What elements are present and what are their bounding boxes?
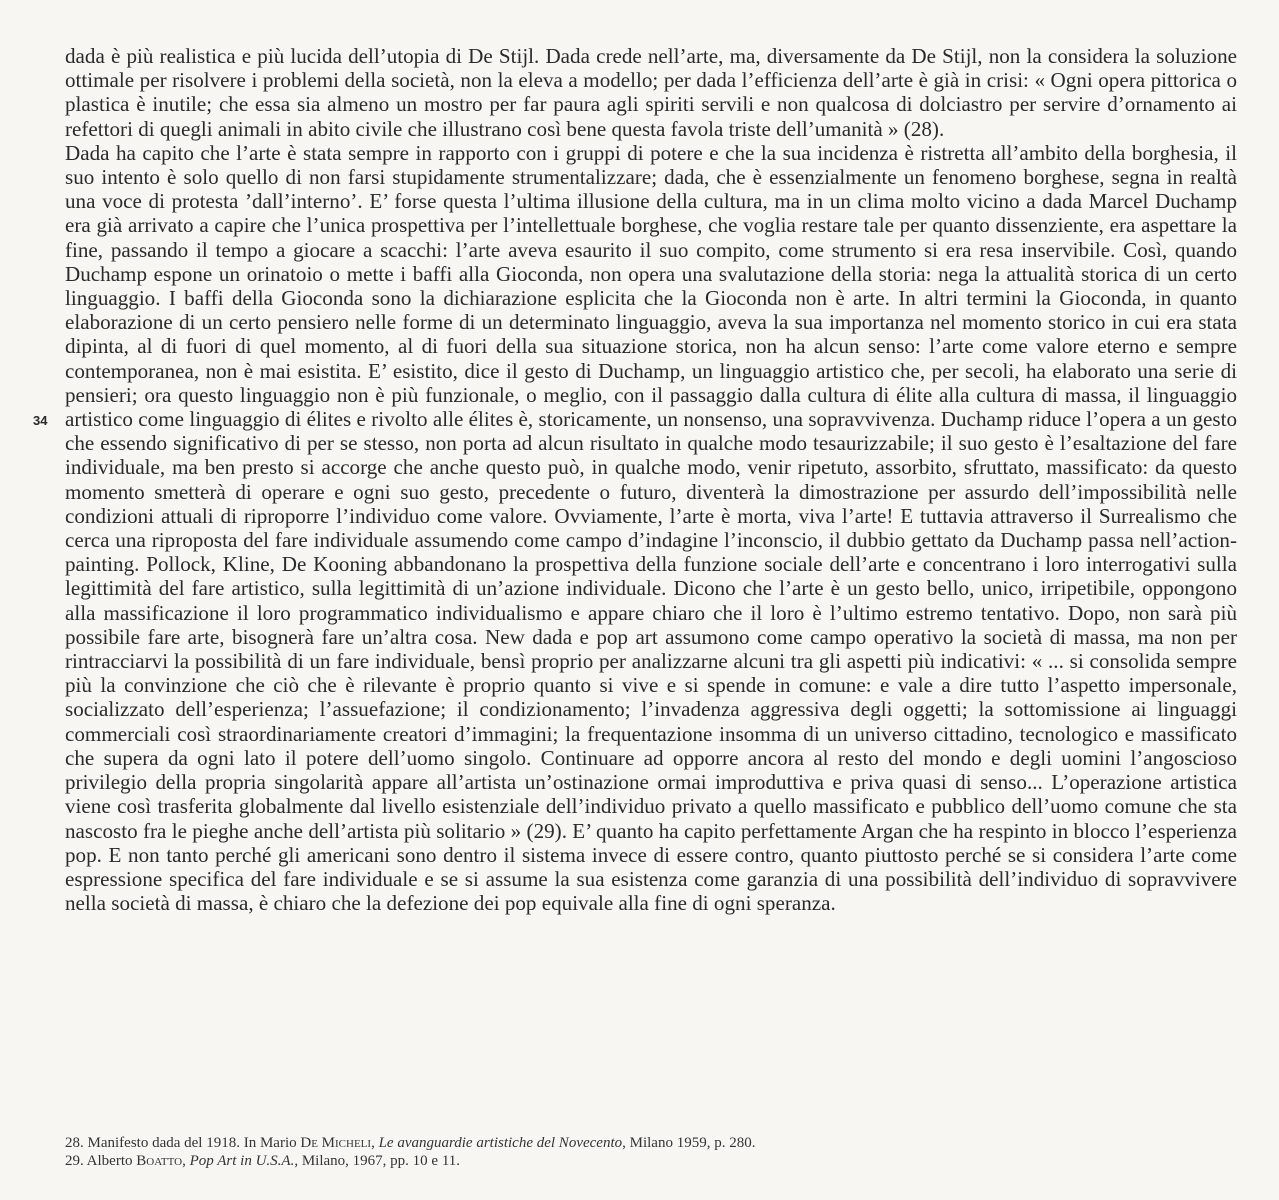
footnote-text: , Milano, 1967, pp. 10 e 11. (294, 1153, 461, 1169)
footnote-title: Pop Art in U.S.A. (189, 1153, 295, 1169)
body-text (65, 44, 1237, 915)
footnote-text: , Milano 1959, p. 280. (622, 1135, 756, 1151)
footnote-text: 29. Alberto (65, 1153, 137, 1169)
paragraph: Dada ha capito che l’arte è stata sempre in rapporto con i gruppi di potere e che la sua incidenza è ristretta all’ambito della borghesia, il suo intento è solo quello di non farsi stupidamente strumentalizzare; dada, che è essenzialmente un fenomeno borghese, segna in realtà una voce di protesta ’dall’interno’. E’ forse questa l’ultima illusione della cultura, ma in un clima molto vicino a dada Marcel Duchamp era già arrivato a capire che l’unica prospettiva per l’intellettuale borghese, che voglia restare tale per quanto dissenziente, era aspettare la fine, passando il tempo a giocare a scacchi: l’arte aveva esaurito il suo compito, come strumento si era resa inservibile. Così, quando Duchamp espone un orinatoio o mette i baffi alla Gioconda, non opera una svalutazione della storia: nega la attualità storica di un certo linguaggio. I baffi della Gioconda sono la dichiarazione esplicita che la Gioconda non è arte. In altri termini la Gioconda, in quanto elaborazione di un certo pensiero nelle forme di un determinato linguaggio, aveva la sua importanza nel momento storico in cui era stata dipinta, al di fuori di quel momento, al di fuori della sua situazione storica, non ha alcun senso: l’arte come valore eterno e sempre contemporanea, non è mai esistita. E’ esistito, dice il gesto di Duchamp, un linguaggio artistico che, per secoli, ha elaborato una serie di pensieri; ora questo linguaggio non è più funzionale, o meglio, con il passaggio dalla cultura di élite alla cultura di massa, il linguaggio artistico come linguaggio di élites e rivolto alle élites è, storicamente, un nonsenso, una sopravvivenza. Duchamp riduce l’opera a un gesto che essendo significativo di per se stesso, non porta ad alcun risultato in qualche modo tesaurizzabile; il suo gesto è l’esaltazione del fare individuale, ma ben presto si accorge che anche questo può, in qualche modo, venir ripetuto, assorbito, sfruttato, massificato: da questo momento smetterà di operare e ogni suo gesto, precedente o futuro, diventerà la dimostrazione per assurdo dell’impossibilità nelle condizioni attuali di riproporre l’individuo come valore. Ovviamente, l’arte è morta, viva l’arte! E tuttavia attraverso il Surrealismo che cerca una riproposta del fare individuale assumendo come campo d’indagine l’inconscio, il dubbio gettato da Duchamp passa nell’action-painting. Pollock, Kline, De Kooning abbandonano la prospettiva della funzione sociale dell’arte e concentrano i loro interrogativi sulla legittimità del fare artistico, sulla legittimità di un’azione individuale. Dicono che l’arte è un gesto bello, unico, irripetibile, oppongono alla massificazione il loro programmatico individualismo e appare chiaro che il loro è l’ultimo estremo tentativo. Dopo, non sarà più possibile fare arte, bisognerà fare un’altra cosa. New dada e pop art assumono come campo operativo la società di massa, ma non per rintracciarvi la possibilità di un fare individuale, bensì proprio per analizzarne alcuni tra gli aspetti più indicativi: « ... si consolida sempre più la convinzione che ciò che è rilevante è proprio quanto si vive e si spende in comune: e vale a dire tutto l’aspetto impersonale, socializzato dell’esperienza; l’assuefazione; il condizionamento; l’invadenza aggressiva degli oggetti; la sottomissione ai linguaggi commerciali così straordinariamente creatori d’immagini; la frequentazione insomma di un universo cittadino, tecnologico e massificato che supera da ogni lato il potere dell’uomo singolo. Continuare ad opporre ancora al resto del mondo e degli uomini l’angoscioso privilegio della propria singolarità appare all’artista un’ostinazione ormai improduttiva e priva quasi di senso... L’operazione artistica viene così trasferita globalmente dal livello esistenziale dell’individuo privato a quello massificato e pubblico dell’uomo comune che sta nascosto fra le pieghe anche dell’artista più solitario » (29). E’ quanto ha capito perfettamente Argan che ha respinto in blocco l’esperienza pop. E non tanto perché gli americani sono dentro il sistema invece di essere contro, quanto piuttosto perché se si considera l’arte come espressione specifica del fare individuale e se si assume la sua esistenza come garanzia di una possibilità dell’individuo di sopravvivere nella società di massa, è chiaro che la defezione dei pop equivale alla fine di ogni speranza. (65, 140, 1237, 916)
page-number: 34 (33, 413, 48, 428)
footnote-author: De Micheli (300, 1135, 372, 1151)
footnote-28 (65, 1134, 1237, 1152)
footnote-29 (65, 1152, 1237, 1170)
footnote-separator: , (371, 1135, 379, 1151)
footnotes (65, 1134, 1237, 1170)
footnote-author: Boatto (136, 1153, 183, 1169)
footnote-text: 28. Manifesto dada del 1918. In Mario (65, 1135, 301, 1151)
paragraph: dada è più realistica e più lucida dell’utopia di De Stijl. Dada crede nell’arte, ma, diversamente da De Stijl, non la considera la soluzione ottimale per risolvere i problemi della società, non la eleva a modello; per dada l’efficienza dell’arte è già in crisi: « Ogni opera pittorica o plastica è inutile; che essa sia almeno un mostro per far paura agli spiriti servili e non qualcosa di dolciastro per servire d’ornamento ai refettori di quegli animali in abito civile che illustrano così bene questa favola triste dell’umanità » (28). (65, 44, 1237, 141)
footnote-separator: , (182, 1153, 190, 1169)
footnote-title: Le avanguardie artistiche del Novecento (378, 1135, 623, 1151)
